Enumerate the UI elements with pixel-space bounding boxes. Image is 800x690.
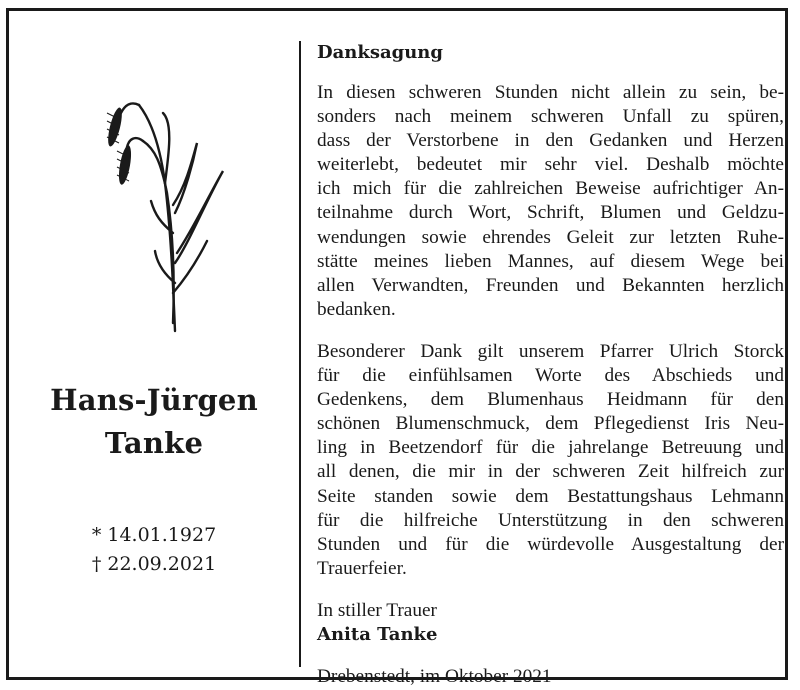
paragraph-line: Stunden und für die würdevolle Ausgestaltung der (317, 533, 784, 555)
thanks-paragraph-1 (317, 81, 784, 322)
heading: Danksagung (317, 42, 443, 63)
paragraph-line: dass der Verstorbene in den Gedanken und Herzen (317, 130, 784, 152)
paragraph-line: allen Verwandten, Freunden und Bekannten herzlich (317, 274, 784, 296)
wheat-stalk-icon (89, 83, 229, 333)
deceased-first-name: Hans-Jürgen (50, 383, 258, 417)
closing-phrase: In stiller Trauer (317, 599, 437, 621)
right-column (317, 41, 784, 689)
paragraph-line: ich mich für die zahlreichen Beweise aufrichtiger An- (317, 178, 784, 200)
paragraph-line: In diesen schweren Stunden nicht allein zu sein, be- (317, 82, 784, 103)
birth-date: * 14.01.1927 (91, 524, 217, 546)
deceased-last-name: Tanke (104, 426, 204, 460)
obituary-frame (6, 8, 788, 687)
paragraph-line: wendungen sowie ehrendes Geleit zur letzten Ruhe- (317, 226, 784, 248)
paragraph-line: bedanken. (317, 298, 396, 320)
left-column (19, 11, 289, 683)
life-dates (19, 521, 289, 579)
paragraph-line: für die hilfreiche Unterstützung in den schweren (317, 509, 784, 531)
paragraph-line: schönen Blumenschmuck, dem Pflegedienst Iris Neu- (317, 413, 784, 435)
deceased-name (19, 379, 289, 465)
paragraph-line: weiterlebt, bedeutet mir sehr viel. Deshalb möchte (317, 154, 784, 176)
paragraph-line: Besonderer Dank gilt unserem Pfarrer Ulrich Storck (317, 340, 784, 362)
death-date: † 22.09.2021 (91, 553, 217, 575)
paragraph-line: ling in Beetzendorf für die jahrelange Betreuung und (317, 437, 784, 459)
paragraph-line: sonders nach meinem schweren Unfall zu spüren, (317, 106, 784, 128)
signer-name: Anita Tanke (317, 623, 438, 645)
paragraph-line: stätte meines lieben Mannes, auf diesem Wege bei (317, 250, 784, 272)
paragraph-line: Seite standen sowie dem Bestattungshaus Lehmann (317, 485, 784, 507)
thanks-paragraph-2 (317, 340, 784, 581)
column-divider (299, 41, 301, 667)
paragraph-line: teilnahme durch Wort, Schrift, Blumen und Geldzu- (317, 202, 784, 224)
place-date: Drebenstedt, im Oktober 2021 (317, 665, 552, 687)
paragraph-line: für die einfühlsamen Worte des Abschieds und (317, 365, 784, 387)
paragraph-line: Gedenkens, dem Blumenhaus Heidmann für den (317, 389, 784, 411)
paragraph-line: all denen, die mir in der schweren Zeit hilfreich zur (317, 461, 784, 483)
paragraph-line: Trauerfeier. (317, 557, 407, 579)
